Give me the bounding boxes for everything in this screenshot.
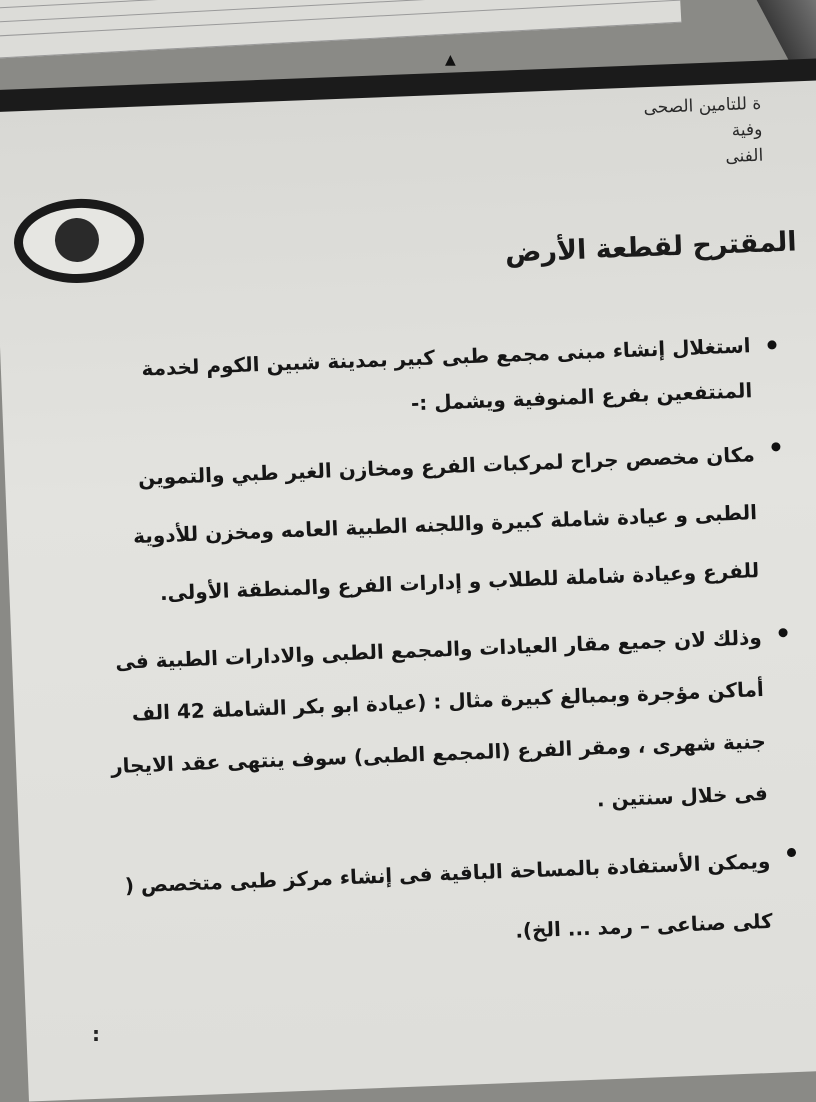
footer-mark: : (92, 1022, 100, 1046)
eye-logo-icon (12, 196, 145, 285)
document-page (0, 70, 816, 1102)
background-sheet (0, 0, 681, 59)
logo-pupil (54, 217, 100, 263)
list-item: استغلال إنشاء مبنى مجمع طبى كبير بمدينة شبين الكوم لخدمة المنتفعين بفرع المنوفية ويشمل :- (80, 322, 783, 439)
list-item: وذلك لان جميع مقار العيادات والمجمع الطبى والادارات الطبية فى أماكن مؤجرة وبمبالغ كبيرة مثال : (عيادة ابو بكر الشاملة 42 الف جنية شهرى ، ومقر الفرع (المجمع الطبى) سوف ينتهى عقد الايجار فى خلال سنتين . (91, 610, 798, 845)
page-title: المقترح لقطعة الأرض (504, 226, 798, 269)
letterhead (643, 91, 764, 173)
letterhead-line-1: ة للتامين الصحى (643, 93, 762, 119)
list-item: مكان مخصص جراح لمركبات الفرع ومخازن الغير طبي والتموين الطبى و عيادة شاملة كبيرة واللجنه الطبية العامه ومخزن للأدوية للفرع وعيادة شاملة للطلاب و إدارات الفرع والمنطقة الأولى. (84, 424, 790, 625)
list-item: ويمكن الأستفادة بالمساحة الباقية فى إنشاء مركز طبى متخصص ( كلى صناعى – رمد ... الخ). (100, 830, 804, 977)
arrow-mark-icon: ▲ (445, 52, 456, 68)
letterhead-line-2: وفية (731, 119, 763, 141)
letterhead-line-3: الفنى (725, 145, 764, 168)
bullet-list (80, 322, 804, 988)
